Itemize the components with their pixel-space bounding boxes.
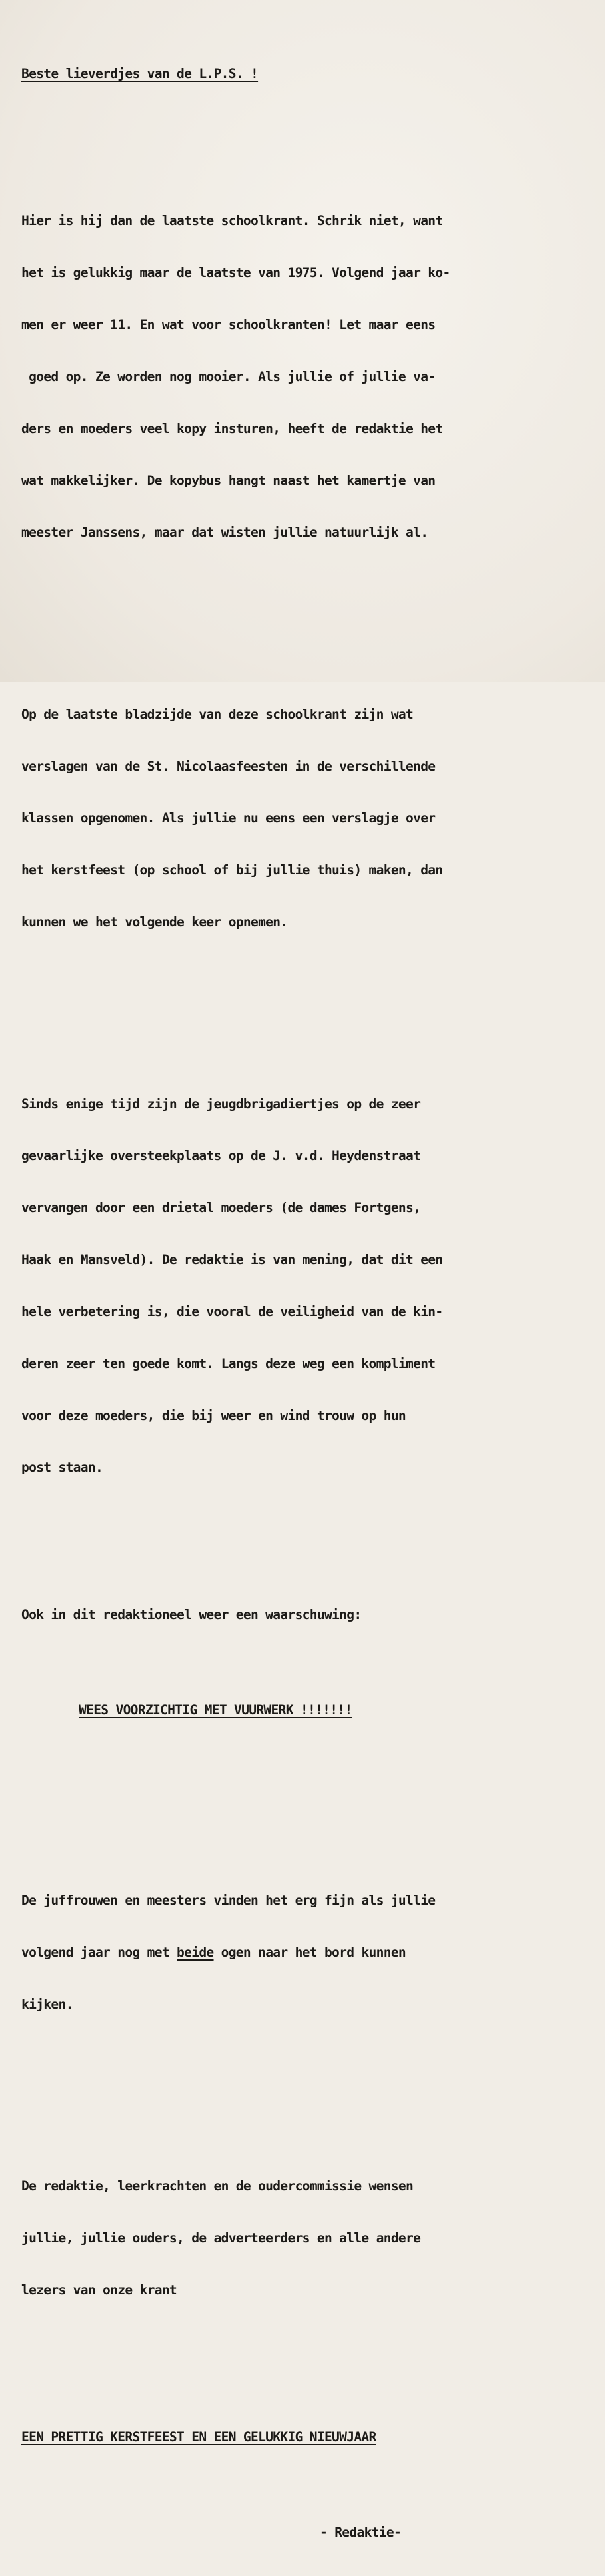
paragraph-line: lezers van onze krant: [21, 2282, 177, 2298]
paragraph-line: goed op. Ze worden nog mooier. Als jullie of jullie va-: [21, 369, 436, 384]
paragraph-line: Op de laatste bladzijde van deze schoolkrant zijn wat: [21, 707, 414, 722]
warning-intro: Ook in dit redaktioneel weer een waarschuwing:: [21, 1607, 362, 1622]
paragraph-line: Hier is hij dan de laatste schoolkrant. Schrik niet, want: [21, 213, 443, 228]
paragraph-line: deren zeer ten goede komt. Langs deze weg een kompliment: [21, 1356, 436, 1371]
paragraph-line: vervangen door een drietal moeders (de dames Fortgens,: [21, 1200, 421, 1215]
paragraph-line: meester Janssens, maar dat wisten jullie natuurlijk al.: [21, 525, 428, 540]
paragraph-line: post staan.: [21, 1460, 103, 1475]
paragraph-line: Sinds enige tijd zijn de jeugdbrigadiertjes op de zeer: [21, 1096, 421, 1112]
paragraph-line: gevaarlijke oversteekplaats op de J. v.d. Heydenstraat: [21, 1148, 421, 1163]
newsletter-text: [21, 31, 588, 2576]
paragraph-2: [21, 671, 588, 966]
paragraph-5: [21, 2143, 588, 2334]
paragraph-line: De juffrouwen en meesters vinden het erg fijn als jullie: [21, 1893, 436, 1908]
paragraph-line: Haak en Mansveld). De redaktie is van mening, dat dit een: [21, 1252, 443, 1267]
paragraph-line: verslagen van de St. Nicolaasfeesten in de verschillende: [21, 759, 436, 774]
season-greeting: EEN PRETTIG KERSTFEEST EN EEN GELUKKIG NIEUWJAAR: [21, 2429, 376, 2445]
paragraph-line: het kerstfeest (op school of bij jullie thuis) maken, dan: [21, 862, 443, 878]
emphasis-word: beide: [177, 1945, 214, 1960]
paragraph-line: voor deze moeders, die bij weer en wind trouw op hun: [21, 1408, 406, 1423]
paragraph-line: wat makkelijker. De kopybus hangt naast het kamertje van: [21, 473, 436, 488]
paragraph-line: men er weer 11. En wat voor schoolkranten! Let maar eens: [21, 317, 436, 332]
paragraph-line: hele verbetering is, die vooral de veiligheid van de kin-: [21, 1304, 443, 1319]
paragraph-line: klassen opgenomen. Als jullie nu eens een verslagje over: [21, 810, 436, 826]
fireworks-warning: WEES VOORZICHTIG MET VUURWERK !!!!!!!: [79, 1702, 352, 1718]
paragraph-line: jullie, jullie ouders, de adverteerders en alle andere: [21, 2230, 421, 2246]
signature: - Redaktie-: [320, 2525, 402, 2540]
paragraph-line: kijken.: [21, 1997, 73, 2012]
paragraph-line: kunnen we het volgende keer opnemen.: [21, 914, 288, 930]
heading: Beste lieverdjes van de L.P.S. !: [21, 66, 259, 81]
paragraph-line: volgend jaar nog met beide ogen naar het bord kunnen: [21, 1945, 406, 1960]
paragraph-1: [21, 178, 588, 576]
paragraph-line: het is gelukkig maar de laatste van 1975. Volgend jaar ko-: [21, 265, 450, 280]
paragraph-3: [21, 1061, 588, 1511]
paragraph-line: ders en moeders veel kopy insturen, heeft de redaktie het: [21, 421, 443, 436]
paragraph-line: De redaktie, leerkrachten en de oudercommissie wensen: [21, 2178, 414, 2194]
paragraph-4: [21, 1857, 588, 2048]
